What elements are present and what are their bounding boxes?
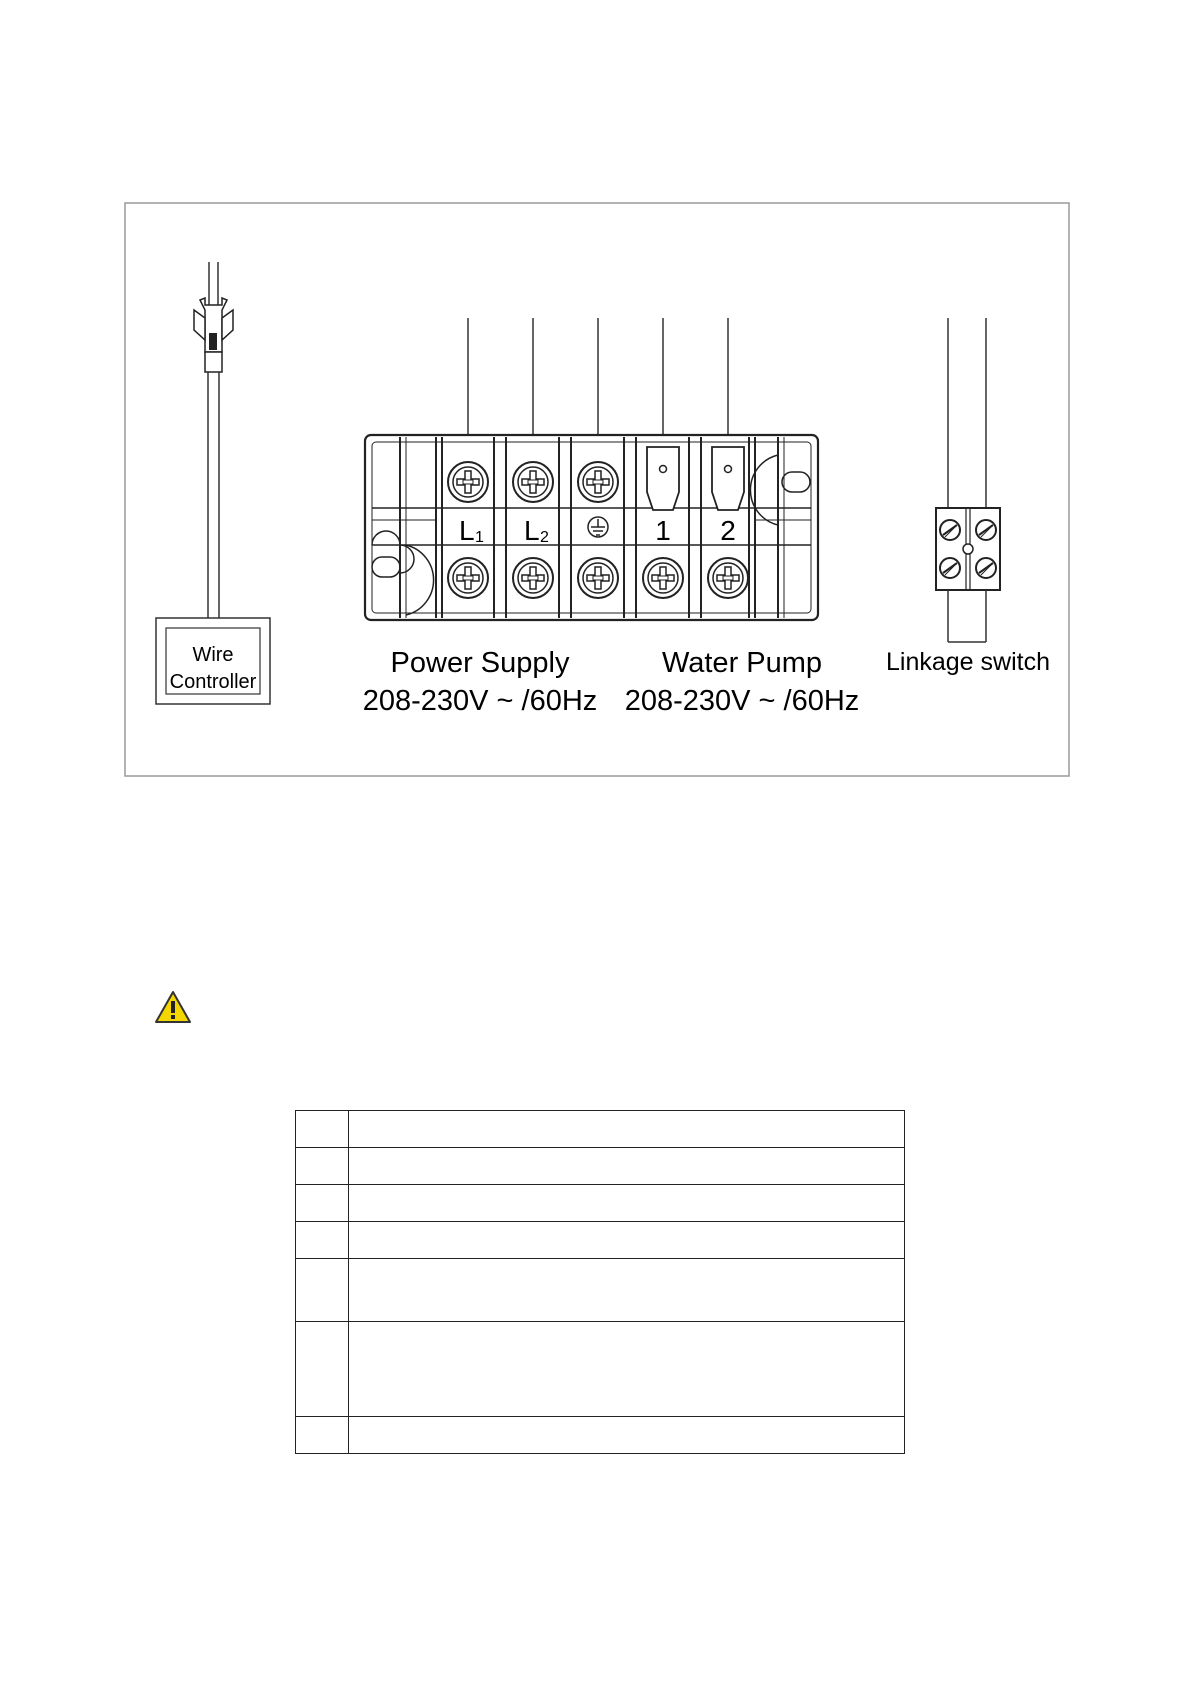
table-cell-number xyxy=(296,1185,349,1222)
table-row xyxy=(296,1259,905,1322)
table-cell-text xyxy=(349,1148,905,1185)
table-cell-number xyxy=(296,1148,349,1185)
table-cell-number xyxy=(296,1322,349,1417)
table-cell-text xyxy=(349,1185,905,1222)
terminal-block xyxy=(363,318,860,717)
terminal-screw-icon xyxy=(448,558,488,598)
wire-controller-label-line1: Wire xyxy=(192,644,234,666)
table-cell-text xyxy=(349,1111,905,1148)
table-cell-number xyxy=(296,1417,349,1454)
wire-controller-label-line2: Controller xyxy=(169,671,257,693)
wiring-diagram xyxy=(0,0,1191,800)
table-cell-text xyxy=(349,1322,905,1417)
spade-terminal-icon xyxy=(647,447,679,510)
terminal-label: L xyxy=(459,515,475,546)
terminal-screw-icon xyxy=(708,558,748,598)
terminal-sublabel: 1 xyxy=(475,529,484,546)
terminal-screw-icon xyxy=(578,558,618,598)
water-pump-title: Water Pump xyxy=(661,647,823,679)
table-cell-text xyxy=(349,1259,905,1322)
terminal-label: L xyxy=(524,515,540,546)
table-row xyxy=(296,1148,905,1185)
terminal-screw-icon xyxy=(513,558,553,598)
table-row xyxy=(296,1222,905,1259)
table-row xyxy=(296,1417,905,1454)
terminal-screw-icon xyxy=(513,462,553,502)
spade-terminal-icon xyxy=(712,447,744,510)
terminal-screw-icon xyxy=(643,558,683,598)
terminal-sublabel: 2 xyxy=(540,529,549,546)
linkage-switch xyxy=(886,318,1050,676)
table-cell-text xyxy=(349,1417,905,1454)
table-row xyxy=(296,1185,905,1222)
connector-plug-icon xyxy=(194,298,233,372)
wire-controller xyxy=(156,262,270,704)
terminal-screw-icon xyxy=(448,462,488,502)
power-supply-spec: 208-230V ~ /60Hz xyxy=(362,685,598,717)
table-row xyxy=(296,1322,905,1417)
table-cell-number xyxy=(296,1259,349,1322)
terminal-screw-icon xyxy=(578,462,618,502)
table-cell-number xyxy=(296,1222,349,1259)
terminal-label: 2 xyxy=(720,515,736,546)
linkage-switch-label: Linkage switch xyxy=(886,648,1050,676)
table-row xyxy=(296,1111,905,1148)
notes-table xyxy=(295,1110,905,1454)
water-pump-spec: 208-230V ~ /60Hz xyxy=(624,685,860,717)
warning-triangle-icon xyxy=(154,990,192,1024)
table-cell-text xyxy=(349,1222,905,1259)
power-supply-title: Power Supply xyxy=(390,647,570,679)
terminal-label: 1 xyxy=(655,515,671,546)
table-cell-number xyxy=(296,1111,349,1148)
